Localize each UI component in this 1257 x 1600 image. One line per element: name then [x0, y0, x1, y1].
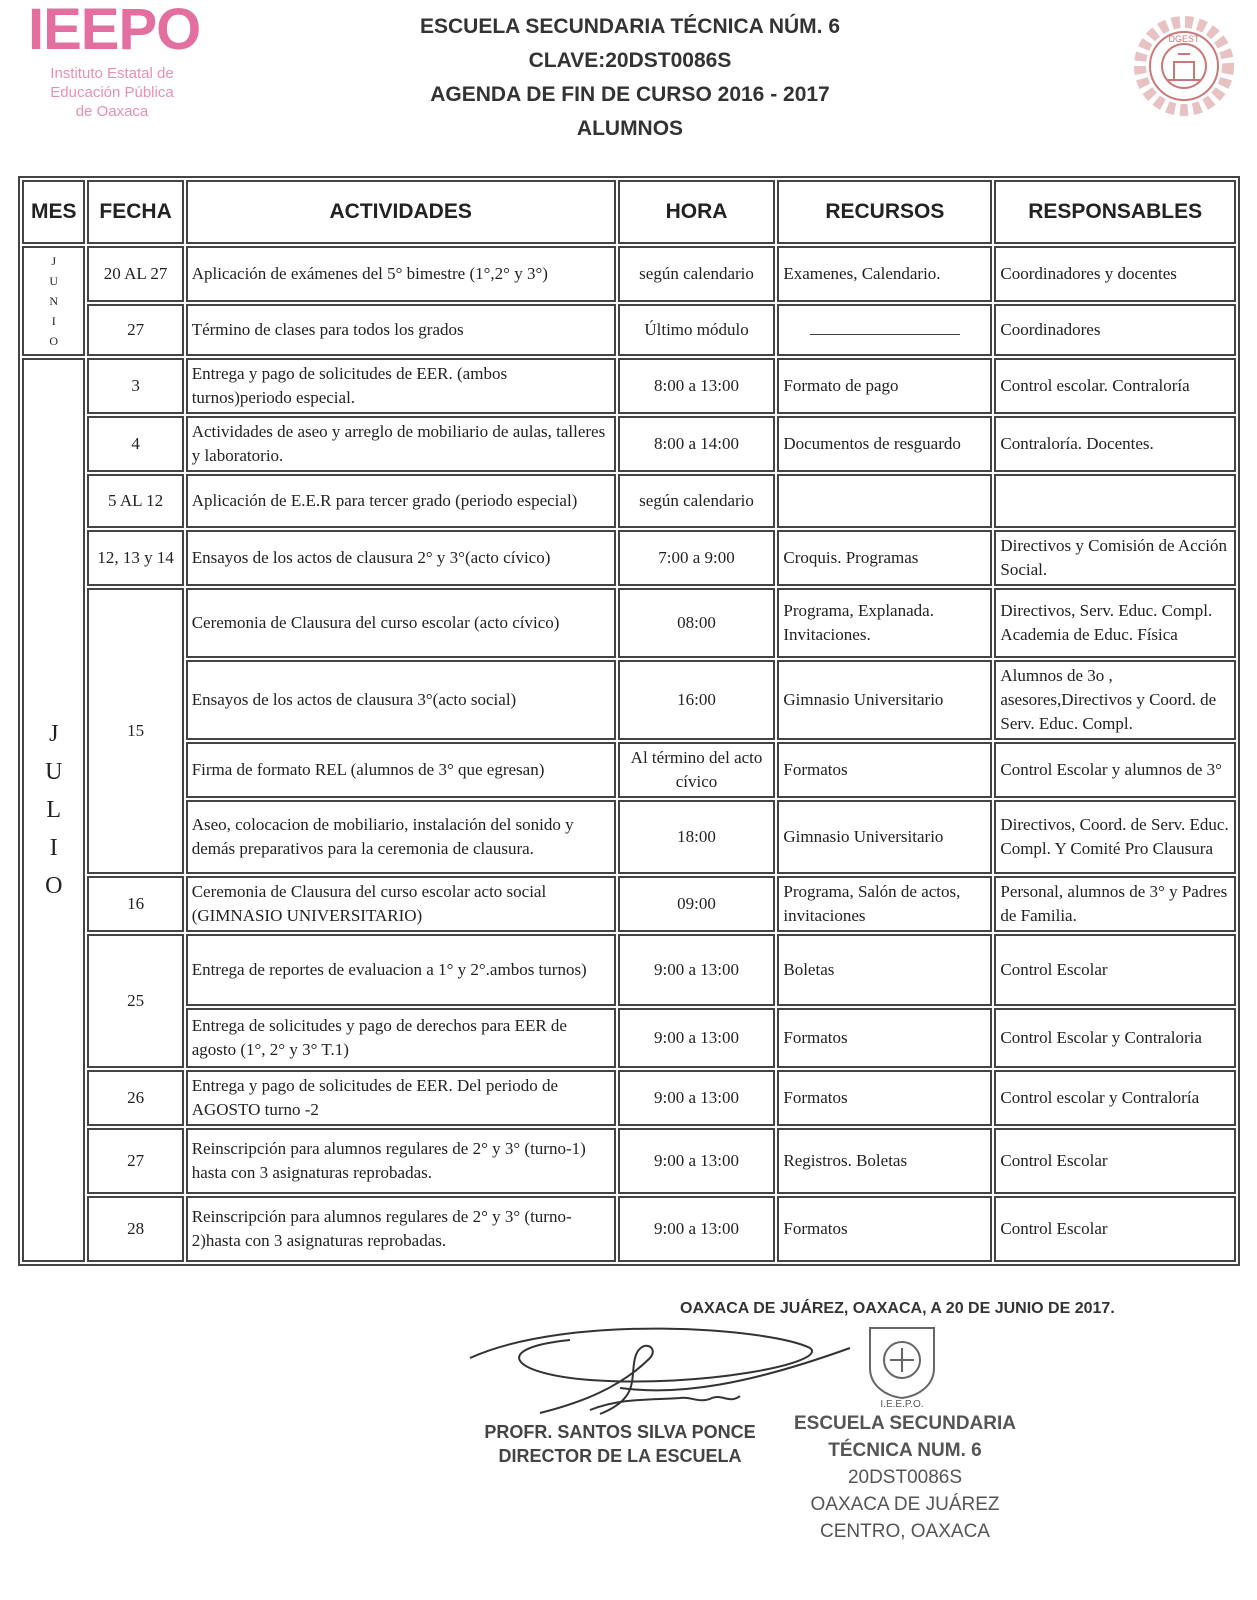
- responsables-cell: Control Escolar: [994, 1196, 1236, 1262]
- fecha-cell: 26: [87, 1070, 183, 1126]
- column-header-mes: MES: [22, 180, 85, 244]
- hora-cell: 9:00 a 13:00: [618, 1008, 776, 1068]
- actividad-cell: Ensayos de los actos de clausura 3°(acto social): [186, 660, 616, 740]
- hora-cell: 9:00 a 13:00: [618, 1128, 776, 1194]
- recursos-cell: Formatos: [777, 1008, 992, 1068]
- table-row: [22, 800, 1236, 874]
- table-row: [22, 742, 1236, 798]
- stamp-line: CENTRO, OAXACA: [820, 1521, 990, 1542]
- recursos-cell: Formatos: [777, 742, 992, 798]
- stamp-line: ESCUELA SECUNDARIA: [793, 1413, 1017, 1434]
- stamp-line: 20DST0086S: [847, 1467, 963, 1488]
- month-cell-junio: J U N I O: [22, 246, 85, 356]
- table-row: [22, 1196, 1236, 1262]
- actividad-cell: Entrega y pago de solicitudes de EER. Del periodo de AGOSTO turno -2: [186, 1070, 616, 1126]
- month-cell-julio: J U L I O: [22, 358, 85, 1262]
- table-row: [22, 416, 1236, 472]
- actividad-cell: Aseo, colocacion de mobiliario, instalación del sonido y demás preparativos para la ceremonia de clausura.: [186, 800, 616, 874]
- recursos-cell: Croquis. Programas: [777, 530, 992, 586]
- fecha-cell: 5 AL 12: [87, 474, 183, 528]
- actividad-cell: Ensayos de los actos de clausura 2° y 3°(acto cívico): [186, 530, 616, 586]
- ieepo-logo: [12, 0, 212, 121]
- fecha-cell: 25: [87, 934, 183, 1068]
- table-row: [22, 1008, 1236, 1068]
- fecha-cell: 16: [87, 876, 183, 932]
- responsables-cell: Control escolar. Contraloría: [994, 358, 1236, 414]
- hora-cell: 18:00: [618, 800, 776, 874]
- signer-block: [430, 1420, 810, 1468]
- table-row: [22, 588, 1236, 658]
- column-header-actividades: ACTIVIDADES: [186, 180, 616, 244]
- signer-name: PROFR. SANTOS SILVA PONCE: [484, 1422, 756, 1442]
- agenda-subtitle: ALUMNOS: [576, 117, 684, 140]
- recursos-cell: Gimnasio Universitario: [777, 660, 992, 740]
- hora-cell: según calendario: [618, 246, 776, 302]
- recursos-cell: [777, 474, 992, 528]
- fecha-cell: 15: [87, 588, 183, 874]
- stamp-line: TÉCNICA NUM. 6: [828, 1440, 982, 1461]
- responsables-cell: Directivos, Coord. de Serv. Educ. Compl. Y Comité Pro Clausura: [994, 800, 1236, 874]
- fecha-cell: 28: [87, 1196, 183, 1262]
- hora-cell: 9:00 a 13:00: [618, 934, 776, 1006]
- institution-name-line: de Oaxaca: [75, 103, 149, 120]
- actividad-cell: Reinscripción para alumnos regulares de 2° y 3° (turno-2)hasta con 3 asignaturas reprobadas.: [186, 1196, 616, 1262]
- agenda-table: [18, 176, 1240, 1266]
- responsables-cell: Personal, alumnos de 3° y Padres de Familia.: [994, 876, 1236, 932]
- responsables-cell: Coordinadores y docentes: [994, 246, 1236, 302]
- fecha-cell: 27: [87, 1128, 183, 1194]
- recursos-cell: Formato de pago: [777, 358, 992, 414]
- table-row: [22, 246, 1236, 302]
- recursos-cell: Programa, Salón de actos, invitaciones: [777, 876, 992, 932]
- hora-cell: según calendario: [618, 474, 776, 528]
- hora-cell: Al término del acto cívico: [618, 742, 776, 798]
- stamp-emblem-label: I.E.E.P.O.: [880, 1399, 924, 1408]
- actividad-cell: Aplicación de E.E.R para tercer grado (periodo especial): [186, 474, 616, 528]
- actividad-cell: Reinscripción para alumnos regulares de 2° y 3° (turno-1) hasta con 3 asignaturas reprobadas.: [186, 1128, 616, 1194]
- hora-cell: 8:00 a 13:00: [618, 358, 776, 414]
- column-header-fecha: FECHA: [87, 180, 183, 244]
- recursos-cell: Boletas: [777, 934, 992, 1006]
- hora-cell: 16:00: [618, 660, 776, 740]
- table-row: [22, 1128, 1236, 1194]
- table-row: [22, 304, 1236, 356]
- column-header-hora: HORA: [618, 180, 776, 244]
- hora-cell: 8:00 a 14:00: [618, 416, 776, 472]
- hora-cell: 09:00: [618, 876, 776, 932]
- recursos-cell: Examenes, Calendario.: [777, 246, 992, 302]
- seal-label: DGEST: [1168, 34, 1200, 44]
- table-row: [22, 358, 1236, 414]
- document-header: [330, 10, 930, 146]
- table-row: [22, 1070, 1236, 1126]
- actividad-cell: Término de clases para todos los grados: [186, 304, 616, 356]
- responsables-cell: Coordinadores: [994, 304, 1236, 356]
- hora-cell: 9:00 a 13:00: [618, 1070, 776, 1126]
- table-row: [22, 530, 1236, 586]
- table-row: [22, 660, 1236, 740]
- blank-line: [810, 324, 960, 335]
- hora-cell: Último módulo: [618, 304, 776, 356]
- actividad-cell: Firma de formato REL (alumnos de 3° que egresan): [186, 742, 616, 798]
- dgest-gear-seal-icon: [1128, 10, 1240, 122]
- fecha-cell: 4: [87, 416, 183, 472]
- recursos-cell: Formatos: [777, 1070, 992, 1126]
- actividad-cell: Aplicación de exámenes del 5° bimestre (1°,2° y 3°): [186, 246, 616, 302]
- responsables-cell: [994, 474, 1236, 528]
- recursos-cell: Documentos de resguardo: [777, 416, 992, 472]
- stamp-line: OAXACA DE JUÁREZ: [810, 1494, 1000, 1515]
- fecha-cell: 12, 13 y 14: [87, 530, 183, 586]
- responsables-cell: Control escolar y Contraloría: [994, 1070, 1236, 1126]
- responsables-cell: Control Escolar y Contraloria: [994, 1008, 1236, 1068]
- table-row: [22, 474, 1236, 528]
- actividad-cell: Entrega de reportes de evaluacion a 1° y 2°.ambos turnos): [186, 934, 616, 1006]
- fecha-cell: 3: [87, 358, 183, 414]
- school-stamp: [780, 1410, 1030, 1545]
- column-header-recursos: RECURSOS: [777, 180, 992, 244]
- responsables-cell: Alumnos de 3o , asesores,Directivos y Coord. de Serv. Educ. Compl.: [994, 660, 1236, 740]
- responsables-cell: Directivos, Serv. Educ. Compl. Academia de Educ. Física: [994, 588, 1236, 658]
- actividad-cell: Actividades de aseo y arreglo de mobiliario de aulas, talleres y laboratorio.: [186, 416, 616, 472]
- column-header-responsables: RESPONSABLES: [994, 180, 1236, 244]
- hora-cell: 08:00: [618, 588, 776, 658]
- school-clave: CLAVE:20DST0086S: [528, 49, 732, 72]
- table-row: [22, 934, 1236, 1006]
- institution-name-line: Educación Pública: [50, 84, 174, 101]
- school-name: ESCUELA SECUNDARIA TÉCNICA NÚM. 6: [419, 15, 841, 38]
- responsables-cell: Contraloría. Docentes.: [994, 416, 1236, 472]
- institution-name-line: Instituto Estatal de: [50, 65, 174, 82]
- responsables-cell: Directivos y Comisión de Acción Social.: [994, 530, 1236, 586]
- actividad-cell: Ceremonia de Clausura del curso escolar acto social (GIMNASIO UNIVERSITARIO): [186, 876, 616, 932]
- recursos-cell: Programa, Explanada. Invitaciones.: [777, 588, 992, 658]
- agenda-title: AGENDA DE FIN DE CURSO 2016 - 2017: [430, 83, 830, 106]
- recursos-cell: Gimnasio Universitario: [777, 800, 992, 874]
- responsables-cell: Control Escolar: [994, 934, 1236, 1006]
- hora-cell: 9:00 a 13:00: [618, 1196, 776, 1262]
- recursos-cell: [777, 304, 992, 356]
- fecha-cell: 27: [87, 304, 183, 356]
- hora-cell: 7:00 a 9:00: [618, 530, 776, 586]
- actividad-cell: Entrega y pago de solicitudes de EER. (ambos turnos)periodo especial.: [186, 358, 616, 414]
- signer-title: DIRECTOR DE LA ESCUELA: [498, 1446, 742, 1466]
- actividad-cell: Entrega de solicitudes y pago de derechos para EER de agosto (1°, 2° y 3° T.1): [186, 1008, 616, 1068]
- fecha-cell: 20 AL 27: [87, 246, 183, 302]
- actividad-cell: Ceremonia de Clausura del curso escolar (acto cívico): [186, 588, 616, 658]
- responsables-cell: Control Escolar y alumnos de 3°: [994, 742, 1236, 798]
- recursos-cell: Formatos: [777, 1196, 992, 1262]
- school-stamp-emblem-icon: [860, 1318, 944, 1408]
- ieepo-logo-wordmark: IEEPO: [28, 0, 201, 62]
- institution-name: [12, 64, 212, 121]
- place-and-date: OAXACA DE JUÁREZ, OAXACA, A 20 DE JUNIO DE 2017.: [680, 1300, 1115, 1317]
- recursos-cell: Registros. Boletas: [777, 1128, 992, 1194]
- table-header-row: [22, 180, 1236, 244]
- responsables-cell: Control Escolar: [994, 1128, 1236, 1194]
- table-row: [22, 876, 1236, 932]
